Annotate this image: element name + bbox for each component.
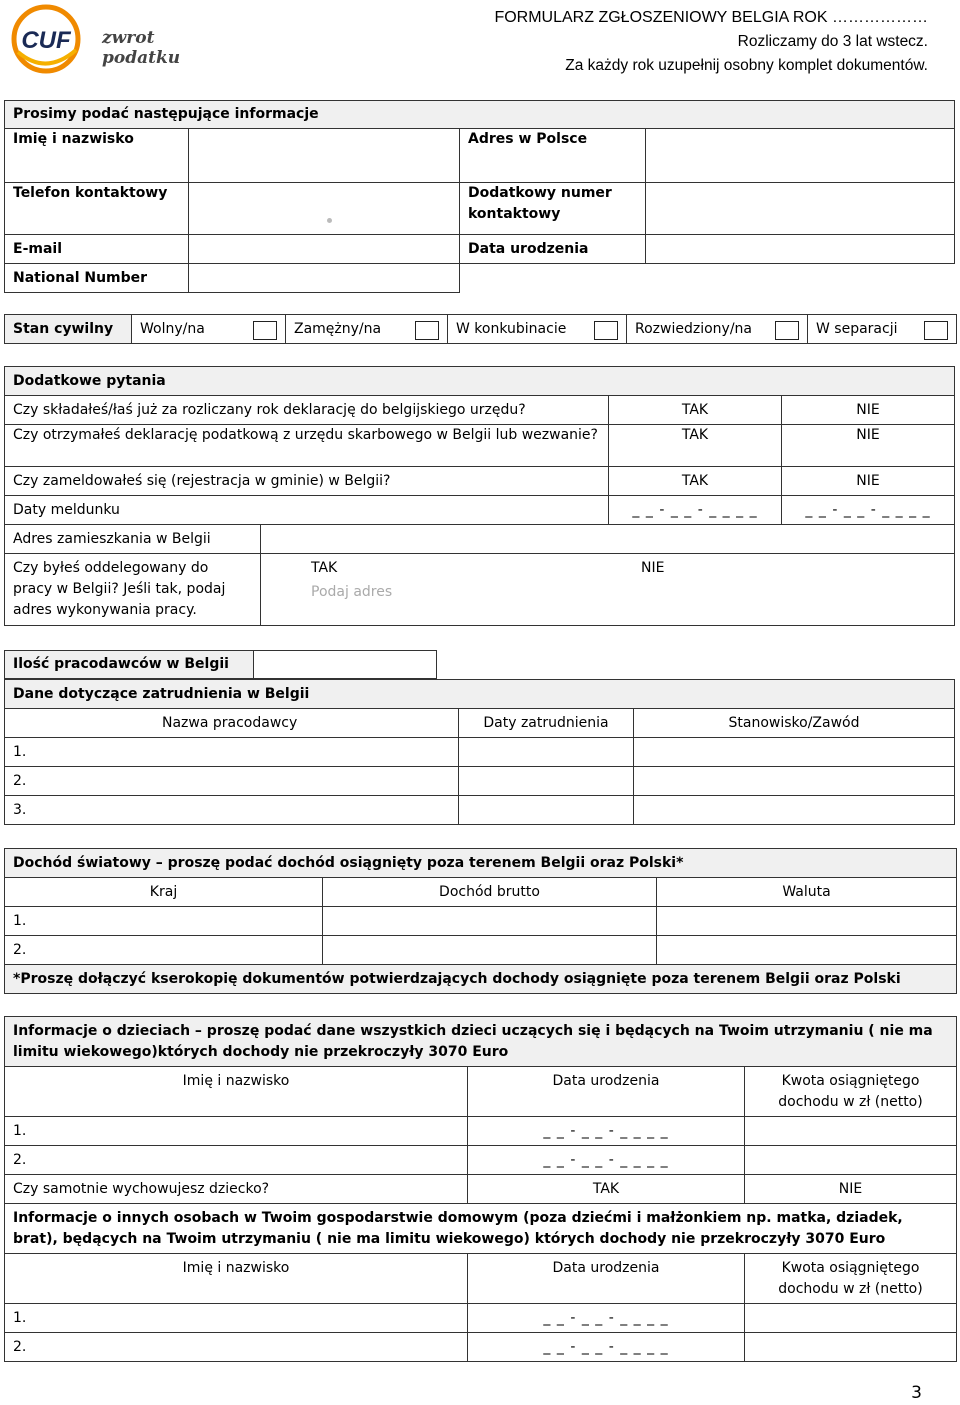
single-parent-no[interactable]: NIE [745, 1175, 957, 1204]
marital-status-table [4, 314, 957, 344]
single-parent-yes[interactable]: TAK [468, 1175, 745, 1204]
logo-text: zwrot podatku [102, 28, 181, 68]
checkbox[interactable] [415, 321, 439, 340]
phone-label: Telefon kontaktowy [5, 183, 189, 235]
table-cell[interactable] [634, 738, 955, 767]
child-row-1[interactable]: 1. [5, 1117, 468, 1146]
option-label: Zamężny/na [294, 320, 382, 337]
marital-option-free[interactable] [132, 315, 286, 344]
children-table [4, 1016, 957, 1362]
children-title: Informacje o dzieciach – proszę podać dane wszystkich dzieci uczących się i będących na Twoim utrzymaniu ( nie ma limitu wiekowego)których dochody nie przekroczyły 3070 Euro [5, 1017, 957, 1067]
registration-date-to[interactable]: _ _ - _ _ - _ _ _ _ [782, 496, 955, 525]
option-label: Wolny/na [140, 320, 205, 337]
currency-header: Waluta [657, 878, 957, 907]
logo-mark-text: CUF [21, 27, 71, 54]
table-cell[interactable] [745, 1333, 957, 1362]
table-cell[interactable] [634, 796, 955, 825]
table-cell[interactable] [745, 1146, 957, 1175]
q3-yes[interactable]: TAK [609, 467, 782, 496]
q6-no[interactable]: NIE [641, 560, 665, 576]
q1-yes[interactable]: TAK [609, 396, 782, 425]
header-line-3: Za każdy rok uzupełnij osobny komplet dokumentów. [565, 57, 928, 74]
marital-option-divorced[interactable] [627, 315, 808, 344]
single-parent-question: Czy samotnie wychowujesz dziecko? [5, 1175, 468, 1204]
phone2-label: Dodatkowy numer kontaktowy [460, 183, 646, 235]
additional-questions-table [4, 366, 955, 626]
marital-label: Stan cywilny [5, 315, 132, 344]
personal-info-table [4, 100, 955, 293]
personal-title: Prosimy podać następujące informacje [5, 101, 955, 129]
posting-answer-cell[interactable] [261, 554, 955, 626]
world-income-row-1[interactable]: 1. [5, 907, 323, 936]
gross-income-header: Dochód brutto [323, 878, 657, 907]
other-row-1[interactable]: 1. [5, 1304, 468, 1333]
birth-label: Data urodzenia [460, 235, 646, 264]
logo-circle-icon [10, 4, 84, 74]
form-header [494, 6, 928, 78]
position-header: Stanowisko/Zawód [634, 709, 955, 738]
scan-dot [327, 218, 332, 223]
world-income-row-2[interactable]: 2. [5, 936, 323, 965]
option-label: W konkubinacie [456, 320, 567, 337]
name-field[interactable] [189, 129, 460, 183]
q6-yes[interactable]: TAK [311, 560, 338, 576]
table-cell[interactable] [745, 1117, 957, 1146]
checkbox[interactable] [924, 321, 948, 340]
email-field[interactable] [189, 235, 460, 264]
other-name-header: Imię i nazwisko [5, 1254, 468, 1304]
table-cell[interactable] [459, 738, 634, 767]
q3-no[interactable]: NIE [782, 467, 955, 496]
question-1: Czy składałeś/łaś już za rozliczany rok deklarację do belgijskiego urzędu? [5, 396, 609, 425]
marital-option-cohabiting[interactable] [448, 315, 627, 344]
address-label: Adres w Polsce [460, 129, 646, 183]
table-cell[interactable] [459, 796, 634, 825]
other-2-birth[interactable]: _ _ - _ _ - _ _ _ _ [468, 1333, 745, 1362]
world-income-title: Dochód światowy – proszę podać dochód osiągnięty poza terenem Belgii oraz Polski* [5, 849, 957, 878]
world-income-note: *Proszę dołączyć kserokopię dokumentów potwierdzających dochody osiągnięte poza terenem Belgii oraz Polski [5, 965, 957, 994]
employment-title: Dane dotyczące zatrudnienia w Belgii [5, 680, 955, 709]
option-label: Rozwiedziony/na [635, 320, 752, 337]
child-birth-header: Data urodzenia [468, 1067, 745, 1117]
page-number: 3 [911, 1383, 922, 1403]
employers-count-field[interactable] [254, 651, 437, 679]
employment-row-2[interactable]: 2. [5, 767, 459, 796]
other-birth-header: Data urodzenia [468, 1254, 745, 1304]
q2-no[interactable]: NIE [782, 425, 955, 467]
national-number-field[interactable] [189, 264, 460, 293]
birth-field[interactable] [646, 235, 955, 264]
address-field[interactable] [646, 129, 955, 183]
phone2-field[interactable] [646, 183, 955, 235]
registration-date-from[interactable]: _ _ - _ _ - _ _ _ _ [609, 496, 782, 525]
table-cell[interactable] [745, 1304, 957, 1333]
checkbox[interactable] [253, 321, 277, 340]
other-row-2[interactable]: 2. [5, 1333, 468, 1362]
phone-field[interactable] [189, 183, 460, 235]
belgium-address-field[interactable] [261, 525, 955, 554]
national-number-label: National Number [5, 264, 189, 293]
country-header: Kraj [5, 878, 323, 907]
checkbox[interactable] [594, 321, 618, 340]
employment-row-3[interactable]: 3. [5, 796, 459, 825]
extra-title: Dodatkowe pytania [5, 367, 955, 396]
question-4: Daty meldunku [5, 496, 609, 525]
employment-dates-header: Daty zatrudnienia [459, 709, 634, 738]
email-label: E-mail [5, 235, 189, 264]
employment-row-1[interactable]: 1. [5, 738, 459, 767]
others-title: Informacje o innych osobach w Twoim gospodarstwie domowym (poza dziećmi i małżonkiem np. matka, dziadek, brat), będących na Twoim utrzymaniu ( nie ma limitu wiekowego) których dochody nie przekroczyły 3070 Euro [5, 1204, 957, 1254]
header-line-2: Rozliczamy do 3 lat wstecz. [737, 33, 928, 50]
child-name-header: Imię i nazwisko [5, 1067, 468, 1117]
company-logo [10, 4, 230, 74]
other-income-header: Kwota osiągniętego dochodu w zł (netto) [745, 1254, 957, 1304]
child-2-birth[interactable]: _ _ - _ _ - _ _ _ _ [468, 1146, 745, 1175]
option-label: W separacji [816, 320, 898, 337]
table-cell[interactable] [459, 767, 634, 796]
world-income-table [4, 848, 957, 994]
marital-option-married[interactable] [286, 315, 448, 344]
other-1-birth[interactable]: _ _ - _ _ - _ _ _ _ [468, 1304, 745, 1333]
table-cell[interactable] [323, 936, 657, 965]
question-6: Czy byłeś oddelegowany do pracy w Belgii? Jeśli tak, podaj adres wykonywania pracy. [5, 554, 261, 626]
employers-count-table [4, 650, 437, 679]
q2-yes[interactable]: TAK [609, 425, 782, 467]
q1-no[interactable]: NIE [782, 396, 955, 425]
question-3: Czy zameldowałeś się (rejestracja w gminie) w Belgii? [5, 467, 609, 496]
table-cell[interactable] [634, 767, 955, 796]
table-cell[interactable] [657, 936, 957, 965]
checkbox[interactable] [775, 321, 799, 340]
header-title: FORMULARZ ZGŁOSZENIOWY BELGIA ROK ……………… [494, 9, 928, 26]
employer-name-header: Nazwa pracodawcy [5, 709, 459, 738]
employers-count-label: Ilość pracodawców w Belgii [5, 651, 254, 679]
child-1-birth[interactable]: _ _ - _ _ - _ _ _ _ [468, 1117, 745, 1146]
child-row-2[interactable]: 2. [5, 1146, 468, 1175]
child-income-header: Kwota osiągniętego dochodu w zł (netto) [745, 1067, 957, 1117]
question-2: Czy otrzymałeś deklarację podatkową z urzędu skarbowego w Belgii lub wezwanie? [5, 425, 609, 467]
table-cell[interactable] [323, 907, 657, 936]
employment-table [4, 679, 955, 825]
marital-option-separated[interactable] [808, 315, 957, 344]
address-hint: Podaj adres [311, 584, 393, 600]
table-cell[interactable] [657, 907, 957, 936]
name-label: Imię i nazwisko [5, 129, 189, 183]
question-5: Adres zamieszkania w Belgii [5, 525, 261, 554]
